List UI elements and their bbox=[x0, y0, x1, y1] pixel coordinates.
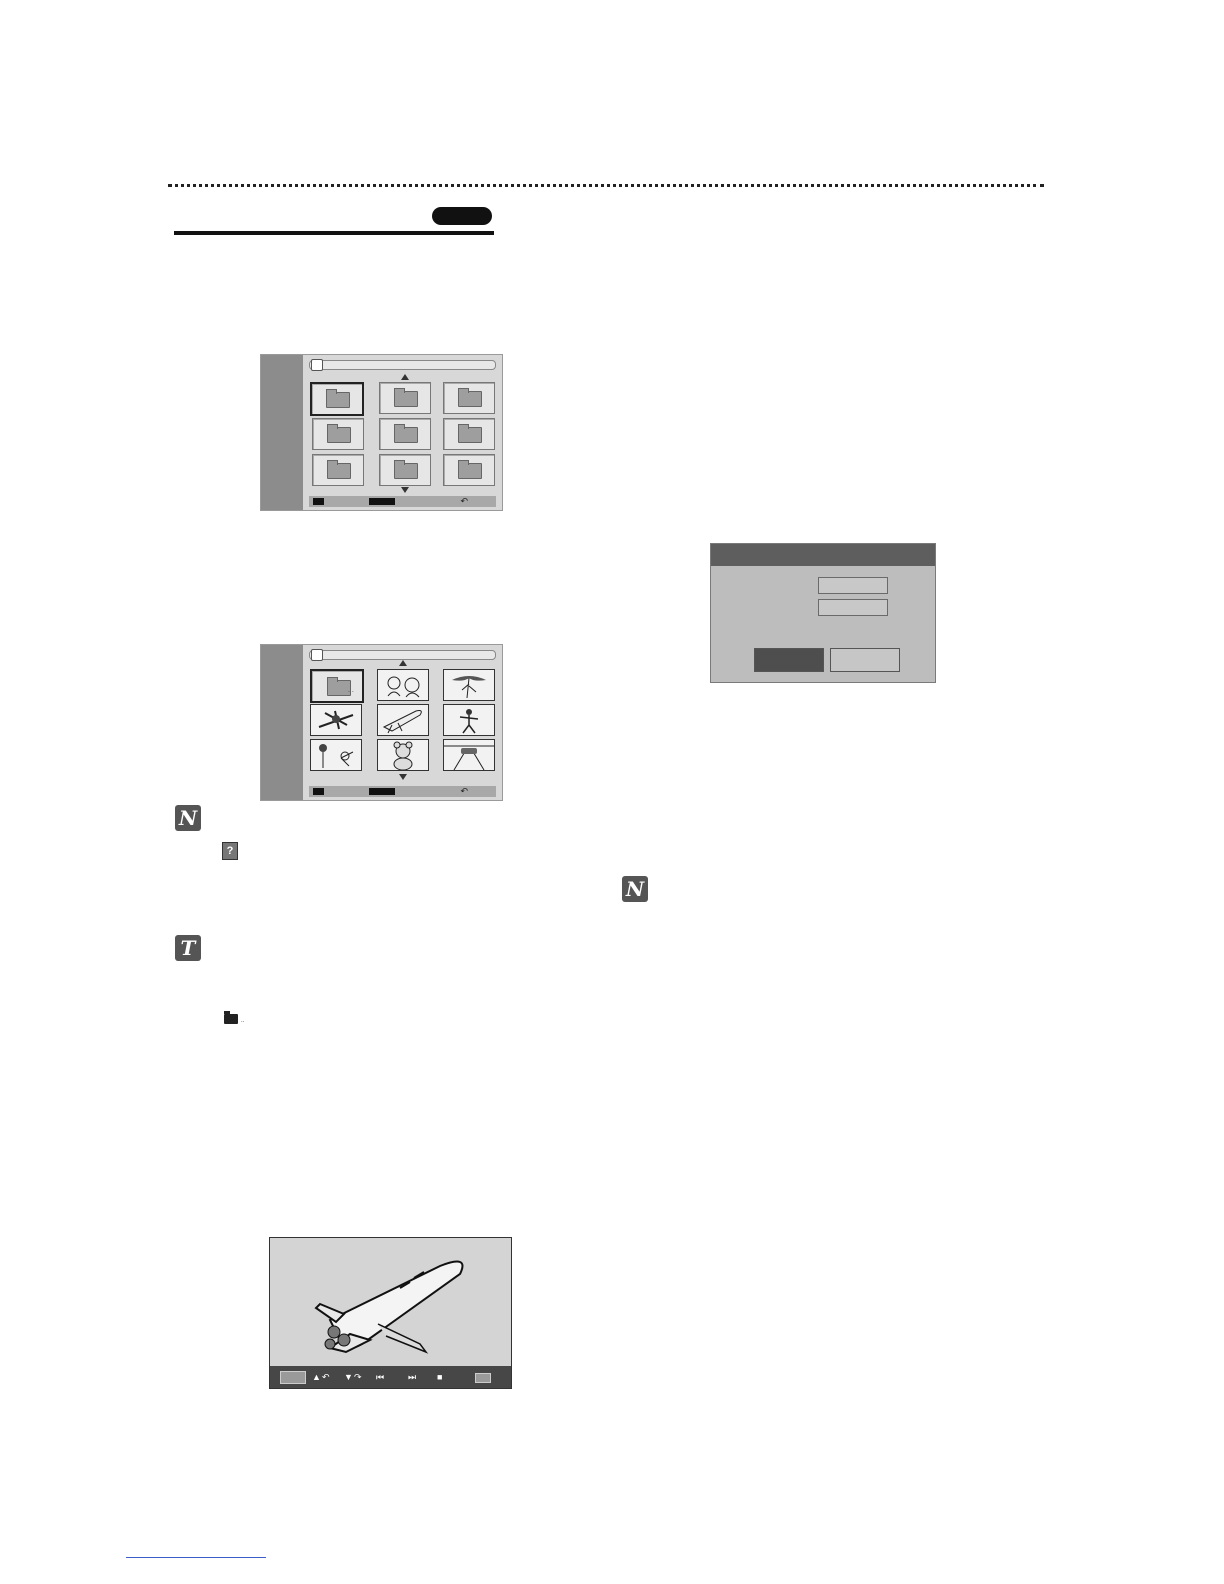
up-folder-caption: .. bbox=[241, 1018, 245, 1024]
path-bar bbox=[309, 650, 496, 660]
scroll-up-icon[interactable] bbox=[399, 660, 407, 666]
menu-sidebar bbox=[261, 645, 303, 800]
folder-menu-screen bbox=[260, 354, 503, 511]
viewer-info-indicator bbox=[475, 1373, 491, 1383]
folder-icon bbox=[394, 463, 418, 479]
viewer-control-bar bbox=[270, 1366, 511, 1388]
folder-tile[interactable] bbox=[379, 454, 431, 486]
folder-icon bbox=[327, 463, 351, 479]
folder-tile[interactable] bbox=[379, 382, 431, 414]
next-icon[interactable]: ⏭ bbox=[408, 1372, 417, 1382]
note-icon: N bbox=[175, 805, 201, 831]
menu-status-bar bbox=[309, 496, 496, 507]
rotate-right-icon[interactable]: ↷ bbox=[354, 1372, 362, 1382]
tip-icon: T bbox=[175, 935, 201, 961]
picture-viewer-screen bbox=[269, 1237, 512, 1389]
skier-thumbnail[interactable] bbox=[310, 704, 362, 736]
previous-icon[interactable]: ⏮ bbox=[376, 1372, 385, 1382]
tree-thumbnail[interactable] bbox=[443, 669, 495, 701]
scroll-down-icon[interactable] bbox=[399, 774, 407, 780]
dialog-input-field[interactable] bbox=[818, 577, 888, 594]
footer-rule bbox=[126, 1557, 266, 1558]
folder-tile[interactable] bbox=[443, 418, 495, 450]
folder-tile[interactable] bbox=[310, 382, 364, 416]
folder-icon bbox=[458, 427, 482, 443]
up-arrow-icon[interactable]: ▲ bbox=[312, 1372, 321, 1382]
header-dotted-rule bbox=[168, 184, 1044, 187]
teddy-bear-thumbnail[interactable] bbox=[377, 739, 429, 771]
dancer-thumbnail[interactable] bbox=[443, 704, 495, 736]
picture-menu-screen bbox=[260, 644, 503, 801]
folder-tile[interactable] bbox=[379, 418, 431, 450]
return-icon: ↶ bbox=[460, 496, 468, 506]
help-icon: ? bbox=[222, 842, 238, 860]
folder-tile[interactable] bbox=[443, 382, 495, 414]
up-folder-tile[interactable] bbox=[310, 669, 364, 703]
dialog-title-bar bbox=[711, 544, 935, 566]
note-icon: N bbox=[622, 876, 648, 902]
down-arrow-icon[interactable]: ▼ bbox=[344, 1372, 353, 1382]
button-indicator bbox=[369, 498, 395, 505]
scroll-down-icon[interactable] bbox=[401, 487, 409, 493]
button-indicator bbox=[369, 788, 395, 795]
stop-icon[interactable]: ■ bbox=[437, 1372, 443, 1382]
folder-tile[interactable] bbox=[443, 454, 495, 486]
folder-tile[interactable] bbox=[312, 454, 364, 486]
flowers-thumbnail[interactable] bbox=[310, 739, 362, 771]
dialog-ok-button[interactable] bbox=[754, 648, 824, 672]
folder-tile[interactable] bbox=[312, 418, 364, 450]
disc-icon bbox=[311, 359, 323, 371]
bears-thumbnail[interactable] bbox=[377, 669, 429, 701]
button-indicator bbox=[313, 788, 324, 795]
folder-icon bbox=[326, 392, 350, 408]
path-bar bbox=[309, 360, 496, 370]
folder-icon bbox=[394, 427, 418, 443]
dialog-input-field[interactable] bbox=[818, 599, 888, 616]
up-folder-icon bbox=[224, 1014, 238, 1024]
space-shuttle-picture bbox=[290, 1248, 490, 1362]
section-badge bbox=[432, 207, 492, 225]
return-icon: ↶ bbox=[460, 786, 468, 796]
section-title-rule bbox=[174, 231, 494, 235]
rotate-left-icon[interactable]: ↶ bbox=[322, 1372, 330, 1382]
folder-icon bbox=[458, 391, 482, 407]
scroll-up-icon[interactable] bbox=[401, 374, 409, 380]
password-dialog bbox=[710, 543, 936, 683]
button-indicator bbox=[313, 498, 324, 505]
folder-icon bbox=[458, 463, 482, 479]
menu-status-bar bbox=[309, 786, 496, 797]
folder-icon bbox=[394, 391, 418, 407]
menu-sidebar bbox=[261, 355, 303, 510]
dialog-cancel-button[interactable] bbox=[830, 648, 900, 672]
up-folder-label: . . bbox=[348, 687, 354, 694]
disc-icon bbox=[311, 649, 323, 661]
folder-icon bbox=[327, 427, 351, 443]
space-shuttle-thumbnail[interactable] bbox=[377, 704, 429, 736]
car-thumbnail[interactable] bbox=[443, 739, 495, 771]
viewer-menu-indicator bbox=[280, 1371, 306, 1384]
